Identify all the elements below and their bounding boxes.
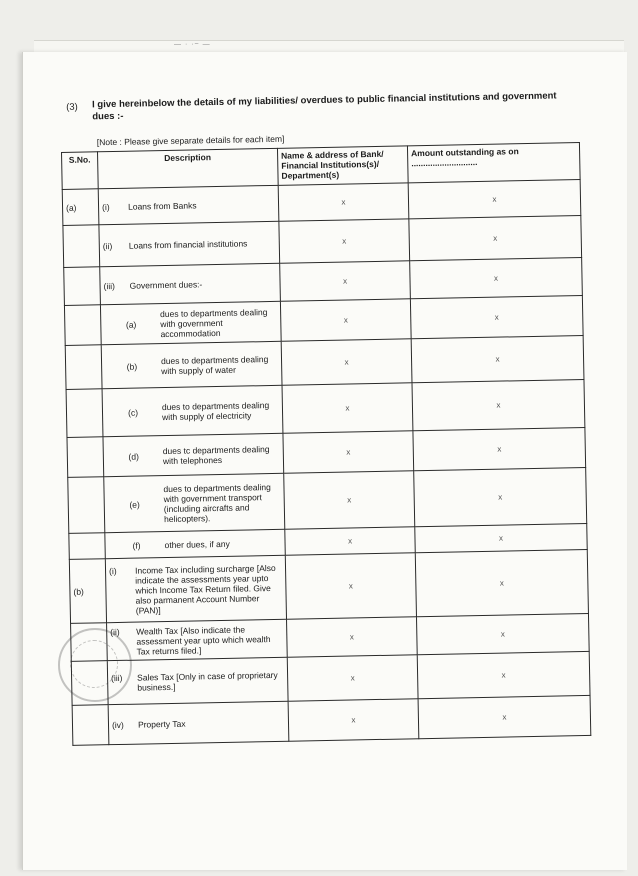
row-bank-mark: x bbox=[280, 299, 411, 341]
table-row bbox=[68, 467, 587, 533]
row-sno bbox=[71, 661, 108, 706]
sub-item-label: (f) bbox=[132, 540, 141, 551]
faint-text: — · ·~ — bbox=[174, 41, 211, 48]
sub-item-label: (b) bbox=[126, 361, 138, 372]
row-bank-mark: x bbox=[285, 553, 416, 619]
row-amount-mark: x bbox=[415, 523, 587, 552]
item-label: (i) bbox=[101, 201, 110, 212]
item-label: (iii) bbox=[103, 280, 115, 291]
sub-item-text: dues tc departments dealing with telephones bbox=[162, 443, 270, 466]
row-description bbox=[107, 657, 288, 704]
item-text: Sales Tax [Only in case of proprietary business.] bbox=[136, 669, 278, 693]
table-row bbox=[69, 549, 588, 623]
row-sno bbox=[68, 477, 105, 534]
row-description bbox=[101, 341, 282, 388]
item-label: (i) bbox=[108, 565, 117, 576]
sub-item-label: (c) bbox=[127, 407, 139, 418]
header-sno: S.No. bbox=[62, 152, 99, 190]
row-bank-mark: x bbox=[284, 471, 415, 529]
row-description bbox=[105, 555, 286, 622]
row-sno bbox=[64, 305, 101, 346]
row-sno bbox=[64, 267, 101, 306]
row-description bbox=[104, 473, 285, 532]
sub-item-text: dues to departments dealing with government accommodation bbox=[160, 306, 268, 339]
row-bank-mark: x bbox=[280, 261, 411, 301]
item-text: Income Tax including surcharge [Also indicate the assessments year upto which Income Tax Return filed. Give also parmanent Account Number (PAN)] bbox=[134, 562, 276, 616]
row-description bbox=[100, 301, 281, 344]
row-description bbox=[107, 619, 288, 660]
item-text: Loans from Banks bbox=[127, 199, 197, 212]
row-bank-mark: x bbox=[283, 431, 414, 473]
row-sno bbox=[69, 533, 105, 560]
section-text: I give hereinbelow the details of my liabilities/ overdues to public financial institutions and government dues :- bbox=[91, 90, 557, 123]
row-description bbox=[100, 263, 281, 304]
sub-item-text: dues to departments dealing with government transport (including aircrafts and helicopters). bbox=[163, 481, 271, 524]
row-amount-mark: x bbox=[415, 549, 588, 616]
row-amount-mark: x bbox=[414, 467, 587, 526]
sub-item-label: (d) bbox=[128, 451, 139, 462]
row-amount-mark: x bbox=[410, 296, 583, 339]
item-label: (iii) bbox=[111, 672, 123, 683]
row-bank-mark: x bbox=[287, 617, 418, 657]
row-sno: (a) bbox=[62, 189, 99, 226]
row-description bbox=[99, 221, 280, 266]
row-bank-mark: x bbox=[285, 527, 415, 555]
table-body bbox=[62, 180, 591, 746]
row-description bbox=[108, 701, 289, 744]
row-amount-mark: x bbox=[410, 258, 583, 299]
row-bank-mark: x bbox=[282, 383, 413, 433]
item-label: (ii) bbox=[102, 240, 113, 251]
sub-item-text: dues to departments dealing with supply of water bbox=[160, 353, 269, 376]
row-sno bbox=[72, 705, 109, 746]
row-bank-mark: x bbox=[279, 219, 410, 263]
row-sno: (b) bbox=[69, 559, 106, 624]
row-sno bbox=[66, 389, 103, 438]
row-sno bbox=[65, 345, 102, 390]
section-number: (3) bbox=[66, 101, 78, 113]
item-text: Loans from financial institutions bbox=[128, 237, 248, 251]
item-text: Property Tax bbox=[137, 718, 186, 730]
row-sno bbox=[63, 225, 100, 268]
item-text: Government dues:- bbox=[129, 278, 203, 291]
note-text: [Note : Please give separate details for each item] bbox=[96, 133, 285, 148]
row-amount-mark: x bbox=[412, 379, 585, 430]
item-label: (iv) bbox=[111, 719, 124, 730]
sub-item-label: (e) bbox=[129, 499, 140, 510]
row-bank-mark: x bbox=[278, 183, 409, 221]
row-amount-mark: x bbox=[413, 427, 586, 470]
row-amount-mark: x bbox=[416, 613, 589, 654]
row-amount-mark: x bbox=[418, 695, 591, 738]
row-bank-mark: x bbox=[281, 339, 412, 385]
item-label: (ii) bbox=[110, 626, 120, 637]
item-text: Wealth Tax [Also indicate the assessment year upto which wealth Tax returns filed.] bbox=[136, 624, 271, 657]
row-bank-mark: x bbox=[288, 699, 419, 741]
liabilities-table bbox=[61, 142, 591, 746]
document-content bbox=[60, 90, 602, 746]
row-amount-mark: x bbox=[408, 180, 581, 219]
row-amount-mark: x bbox=[411, 336, 584, 383]
header-bank: Name & address of Bank/ Financial Institutions(s)/ Department(s) bbox=[277, 146, 408, 185]
sub-item-text: dues to departments dealing with supply of electricity bbox=[161, 399, 270, 422]
row-amount-mark: x bbox=[409, 216, 582, 261]
row-description bbox=[102, 385, 283, 436]
row-bank-mark: x bbox=[287, 655, 418, 701]
header-amount: Amount outstanding as on ............................ bbox=[407, 143, 580, 183]
sub-item-label: (a) bbox=[125, 319, 137, 330]
row-sno bbox=[67, 437, 104, 478]
row-description bbox=[105, 529, 285, 558]
row-sno bbox=[71, 623, 108, 662]
header-description: Description bbox=[98, 148, 279, 188]
row-amount-mark: x bbox=[417, 651, 590, 698]
sub-item-text: other dues, if any bbox=[164, 538, 230, 550]
row-description bbox=[103, 433, 284, 476]
row-description bbox=[98, 185, 279, 224]
